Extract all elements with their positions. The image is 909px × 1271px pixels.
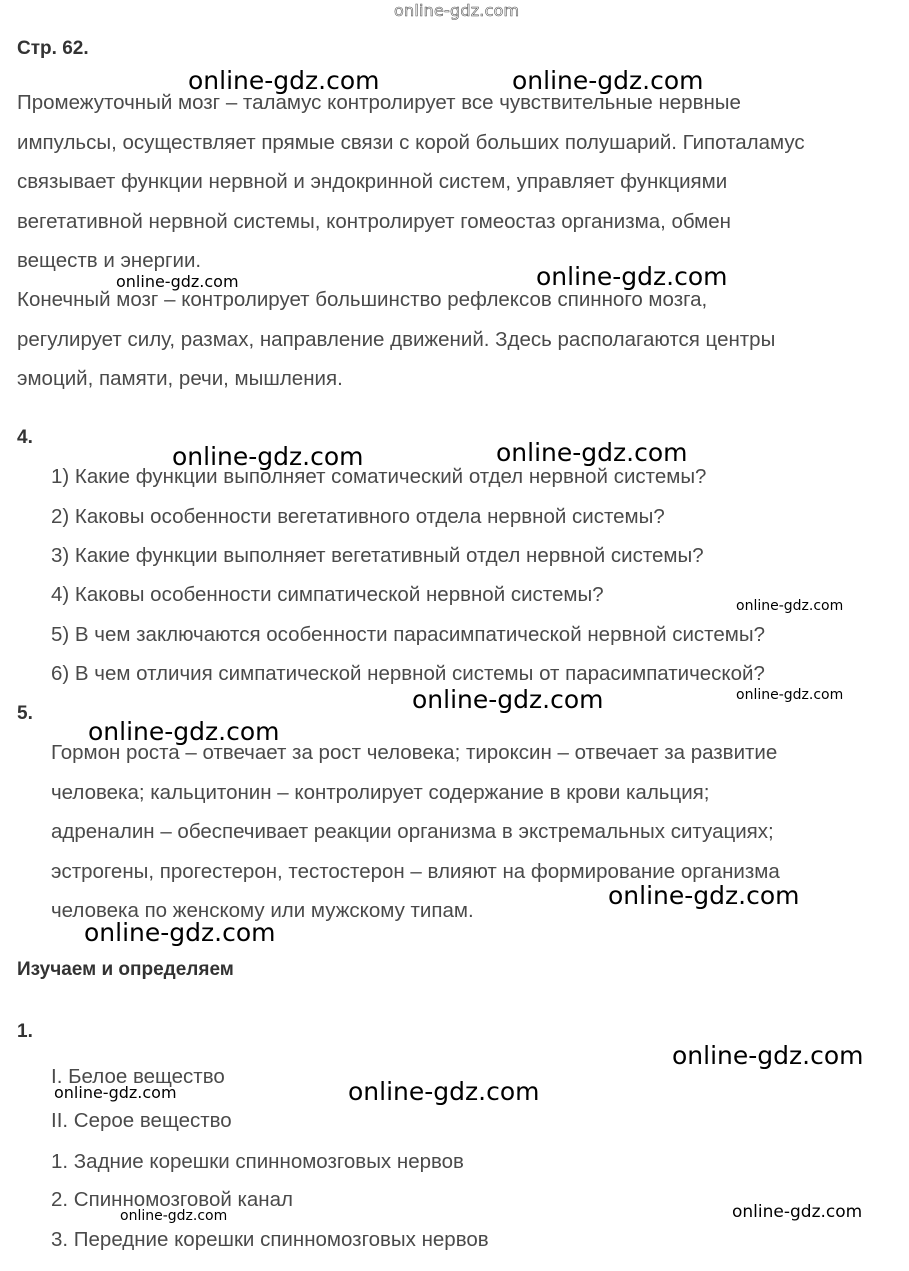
watermark: online-gdz.com: [88, 717, 280, 746]
question-item: 4) Каковы особенности симпатической нервной системы?: [51, 583, 604, 606]
watermark: online-gdz.com: [84, 918, 276, 947]
section-5-line: адреналин – обеспечивает реакции организма в экстремальных ситуациях;: [51, 820, 774, 843]
paragraph-2-line: эмоций, памяти, речи, мышления.: [17, 367, 343, 390]
section-5-line: человека; кальцитонин – контролирует содержание в крови кальция;: [51, 781, 710, 804]
paragraph-1-line: веществ и энергии.: [17, 249, 202, 272]
study-item: 2. Спинномозговой канал: [51, 1188, 293, 1211]
section-5-line: эстрогены, прогестерон, тестостерон – влияют на формирование организма: [51, 860, 780, 883]
study-item: I. Белое вещество: [51, 1065, 225, 1088]
question-item: 1) Какие функции выполняет соматический отдел нервной системы?: [51, 465, 707, 488]
section-4-number: 4.: [17, 427, 33, 448]
question-item: 3) Какие функции выполняет вегетативный отдел нервной системы?: [51, 544, 704, 567]
section-5-line: Гормон роста – отвечает за рост человека; тироксин – отвечает за развитие: [51, 741, 778, 764]
watermark: online-gdz.com: [54, 1083, 177, 1102]
section-5-number: 5.: [17, 703, 33, 724]
study-number: 1.: [17, 1021, 33, 1042]
paragraph-2-line: регулирует силу, размах, направление движений. Здесь располагаются центры: [17, 328, 776, 351]
paragraph-1-line: Промежуточный мозг – таламус контролирует все чувствительные нервные: [17, 91, 741, 114]
section-5-line: человека по женскому или мужскому типам.: [51, 899, 474, 922]
section-heading: Изучаем и определяем: [17, 959, 234, 980]
paragraph-1-line: вегетативной нервной системы, контролирует гомеостаз организма, обмен: [17, 210, 731, 233]
watermark: online-gdz.com: [116, 272, 239, 291]
watermark: online-gdz.com: [736, 687, 844, 703]
watermark: online-gdz.com: [188, 66, 380, 95]
watermark: online-gdz.com: [536, 262, 728, 291]
question-item: 2) Каковы особенности вегетативного отдела нервной системы?: [51, 505, 665, 528]
study-item: II. Серое вещество: [51, 1109, 232, 1132]
watermark: online-gdz.com: [732, 1202, 863, 1222]
question-item: 5) В чем заключаются особенности парасимпатической нервной системы?: [51, 623, 765, 646]
paragraph-1-line: связывает функции нервной и эндокринной систем, управляет функциями: [17, 170, 728, 193]
paragraph-2-line: Конечный мозг – контролирует большинство рефлексов спинного мозга,: [17, 288, 708, 311]
watermark: online-gdz.com: [736, 598, 844, 614]
question-item: 6) В чем отличия симпатической нервной системы от парасимпатической?: [51, 662, 765, 685]
watermark: online-gdz.com: [172, 442, 364, 471]
watermark: online-gdz.com: [672, 1041, 864, 1070]
watermark: online-gdz.com: [512, 66, 704, 95]
study-item: 3. Передние корешки спинномозговых нервов: [51, 1228, 489, 1251]
site-banner: online-gdz.com: [394, 1, 520, 20]
paragraph-1-line: импульсы, осуществляет прямые связи с корой больших полушарий. Гипоталамус: [17, 131, 805, 154]
watermark: online-gdz.com: [496, 438, 688, 467]
watermark: online-gdz.com: [412, 685, 604, 714]
watermark: online-gdz.com: [348, 1077, 540, 1106]
study-item: 1. Задние корешки спинномозговых нервов: [51, 1150, 464, 1173]
watermark: online-gdz.com: [608, 881, 800, 910]
watermark: online-gdz.com: [120, 1208, 228, 1224]
page-title: Стр. 62.: [17, 38, 89, 59]
